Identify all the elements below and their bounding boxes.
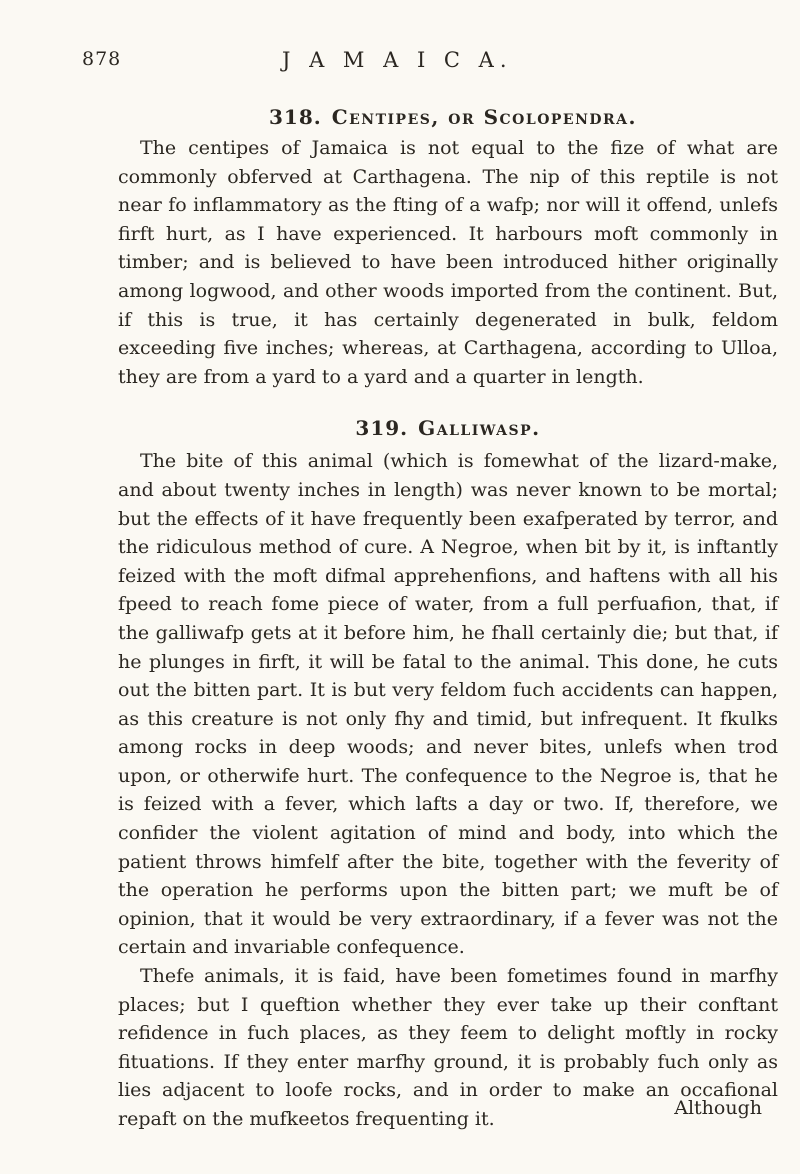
page-number: 878 bbox=[82, 48, 122, 70]
section-title: Galliwasp. bbox=[418, 416, 541, 441]
section-number: 319. bbox=[355, 416, 409, 441]
section-heading bbox=[118, 411, 778, 445]
running-head bbox=[82, 48, 772, 78]
section-number: 318. bbox=[268, 105, 322, 129]
catchword: Although bbox=[674, 1097, 762, 1119]
running-title: J A M A I C A. bbox=[282, 48, 513, 72]
section-heading bbox=[118, 100, 778, 134]
paragraph: Thefe animals, it is faid, have been fometimes found in marfhy places; but I queftion whether they ever take up their conftant refidence in fuch places, as they feem to delight moftly in rocky fituations. If they enter marfhy ground, it is probably fuch only as lies adjacent to loofe rocks, and in order to make an occafional repaft on the mufkeetos frequenting it. bbox=[118, 965, 778, 1130]
section-title: Centipes, or Scolopendra. bbox=[331, 105, 637, 129]
body-text bbox=[118, 100, 778, 1134]
paragraph: The centipes of Jamaica is not equal to the fize of what are commonly obferved at Carthagena. The nip of this reptile is not near fo inflammatory as the fting of a wafp; nor will it offend, unlefs firft hurt, as I have experienced. It harbours moft commonly in timber; and is believed to have been introduced hither originally among logwood, and other woods imported from the continent. But, if this is true, it has certainly degenerated in bulk, feldom exceeding five inches; whereas, at Carthagena, according to Ulloa, they are from a yard to a yard and a quarter in length. bbox=[118, 137, 778, 388]
paragraph: The bite of this animal (which is fomewhat of the lizard-make, and about twenty inches in length) was never known to be mortal; but the effects of it have frequently been exafperated by terror, and the ridiculous method of cure. A Negroe, when bit by it, is inftantly feized with the moft difmal apprehenfions, and haftens with all his fpeed to reach fome piece of water, from a full perfuafion, that, if the galliwafp gets at it before him, he fhall certainly die; but that, if he plunges in firft, it will be fatal to the animal. This done, he cuts out the bitten part. It is but very feldom fuch accidents can happen, as this creature is not only fhy and timid, but infrequent. It fkulks among rocks in deep woods; and never bites, unlefs when trod upon, or otherwife hurt. The confequence to the Negroe is, that he is feized with a fever, which lafts a day or two. If, therefore, we confider the violent agitation of mind and body, into which the patient throws himfelf after the bite, together with the feverity of the operation he performs upon the bitten part; we muft be of opinion, that it would be very extraordinary, if a fever was not the certain and invariable confequence. bbox=[118, 450, 778, 959]
